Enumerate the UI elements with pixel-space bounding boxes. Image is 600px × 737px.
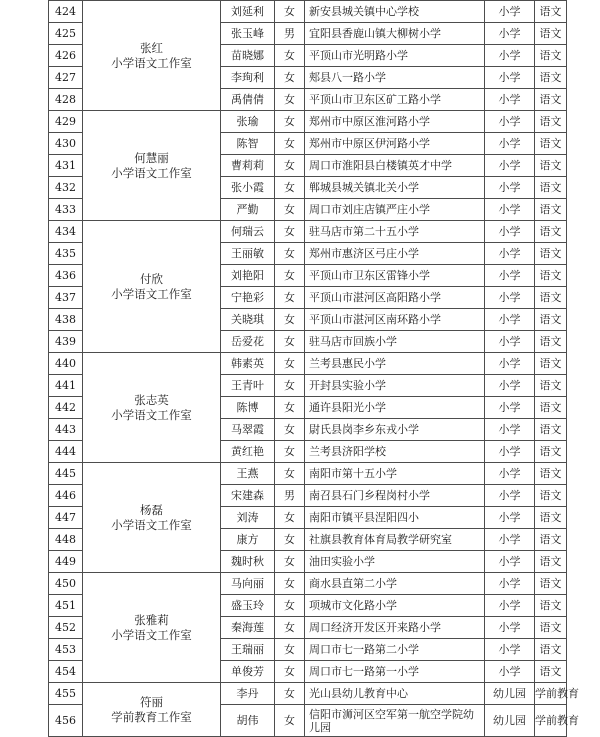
member-name: 曹莉莉 — [221, 155, 275, 177]
studio-leader: 张红 — [140, 40, 163, 55]
member-gender: 女 — [275, 507, 305, 529]
member-school: 油田实验小学 — [305, 551, 485, 573]
member-school: 郑州市中原区伊河路小学 — [305, 133, 485, 155]
row-number: 429 — [49, 111, 83, 133]
member-school: 尉氏县岗李乡东戎小学 — [305, 419, 485, 441]
row-number: 426 — [49, 45, 83, 67]
member-name: 严勤 — [221, 199, 275, 221]
member-name: 刘延利 — [221, 1, 275, 23]
member-school: 周口市刘庄店镇严庄小学 — [305, 199, 485, 221]
member-gender: 女 — [275, 397, 305, 419]
member-school: 周口市七一路第一小学 — [305, 661, 485, 683]
member-level: 小学 — [485, 529, 535, 551]
member-name: 苗晓娜 — [221, 45, 275, 67]
member-subject: 语文 — [535, 221, 567, 243]
member-gender: 女 — [275, 1, 305, 23]
member-school: 社旗县教育体育局教学研究室 — [305, 529, 485, 551]
member-subject: 语文 — [535, 155, 567, 177]
member-gender: 女 — [275, 375, 305, 397]
member-level: 小学 — [485, 1, 535, 23]
member-name: 何瑞云 — [221, 221, 275, 243]
row-number: 448 — [49, 529, 83, 551]
member-gender: 女 — [275, 661, 305, 683]
member-name: 王青叶 — [221, 375, 275, 397]
studio-group-cell — [83, 683, 221, 737]
member-subject: 语文 — [535, 199, 567, 221]
member-name: 秦海莲 — [221, 617, 275, 639]
member-level: 小学 — [485, 199, 535, 221]
member-school: 郏县八一路小学 — [305, 67, 485, 89]
member-name: 黄红艳 — [221, 441, 275, 463]
member-level: 小学 — [485, 221, 535, 243]
member-gender: 女 — [275, 683, 305, 705]
member-subject: 语文 — [535, 529, 567, 551]
member-subject: 语文 — [535, 331, 567, 353]
roster-table — [48, 0, 579, 737]
member-name: 李丹 — [221, 683, 275, 705]
row-number: 430 — [49, 133, 83, 155]
member-subject: 语文 — [535, 287, 567, 309]
member-school: 商水县直第二小学 — [305, 573, 485, 595]
row-number: 439 — [49, 331, 83, 353]
member-level: 小学 — [485, 155, 535, 177]
member-gender: 女 — [275, 243, 305, 265]
member-level: 小学 — [485, 573, 535, 595]
member-level: 小学 — [485, 551, 535, 573]
member-gender: 女 — [275, 551, 305, 573]
row-number: 437 — [49, 287, 83, 309]
studio-leader: 杨磊 — [140, 502, 163, 517]
member-gender: 女 — [275, 177, 305, 199]
table-row — [49, 353, 567, 375]
member-school: 周口市淮阳县白楼镇英才中学 — [305, 155, 485, 177]
row-number: 433 — [49, 199, 83, 221]
member-gender: 女 — [275, 287, 305, 309]
member-gender: 男 — [275, 23, 305, 45]
member-level: 幼儿园 — [485, 683, 535, 705]
document-sheet — [48, 0, 579, 737]
member-gender: 女 — [275, 639, 305, 661]
member-level: 小学 — [485, 397, 535, 419]
studio-leader: 符丽 — [140, 694, 163, 709]
table-row — [49, 573, 567, 595]
member-name: 宁艳彩 — [221, 287, 275, 309]
member-subject: 语文 — [535, 375, 567, 397]
member-school: 平顶山市湛河区南环路小学 — [305, 309, 485, 331]
member-name: 韩素英 — [221, 353, 275, 375]
member-gender: 女 — [275, 221, 305, 243]
row-number: 446 — [49, 485, 83, 507]
row-number: 442 — [49, 397, 83, 419]
member-school: 周口市七一路第二小学 — [305, 639, 485, 661]
studio-name: 小学语文工作室 — [111, 627, 192, 642]
member-school: 项城市文化路小学 — [305, 595, 485, 617]
member-subject: 语文 — [535, 573, 567, 595]
member-name: 单俊芳 — [221, 661, 275, 683]
member-school: 新安县城关镇中心学校 — [305, 1, 485, 23]
member-subject: 语文 — [535, 265, 567, 287]
member-subject: 语文 — [535, 661, 567, 683]
member-name: 禹倩倩 — [221, 89, 275, 111]
member-name: 刘艳阳 — [221, 265, 275, 287]
member-school: 兰考县济阳学校 — [305, 441, 485, 463]
studio-group-cell — [83, 463, 221, 573]
member-gender: 女 — [275, 155, 305, 177]
member-level: 小学 — [485, 441, 535, 463]
member-school: 郸城县城关镇北关小学 — [305, 177, 485, 199]
member-subject: 学前教育 — [535, 705, 567, 737]
member-gender: 女 — [275, 705, 305, 737]
member-school: 平顶山市卫东区矿工路小学 — [305, 89, 485, 111]
table-row — [49, 683, 567, 705]
member-gender: 女 — [275, 89, 305, 111]
member-subject: 语文 — [535, 67, 567, 89]
member-subject: 语文 — [535, 595, 567, 617]
row-number: 424 — [49, 1, 83, 23]
member-level: 小学 — [485, 111, 535, 133]
member-name: 岳爱花 — [221, 331, 275, 353]
member-subject: 语文 — [535, 397, 567, 419]
member-subject: 语文 — [535, 617, 567, 639]
member-subject: 语文 — [535, 353, 567, 375]
member-school: 平顶山市卫东区雷锋小学 — [305, 265, 485, 287]
studio-name: 学前教育工作室 — [111, 709, 192, 724]
member-level: 小学 — [485, 243, 535, 265]
member-level: 小学 — [485, 89, 535, 111]
member-level: 小学 — [485, 23, 535, 45]
member-school: 周口经济开发区开来路小学 — [305, 617, 485, 639]
member-subject: 语文 — [535, 23, 567, 45]
row-number: 451 — [49, 595, 83, 617]
row-number: 425 — [49, 23, 83, 45]
member-level: 小学 — [485, 375, 535, 397]
member-level: 小学 — [485, 639, 535, 661]
member-name: 胡伟 — [221, 705, 275, 737]
member-gender: 女 — [275, 309, 305, 331]
studio-leader: 何慧丽 — [134, 150, 169, 165]
member-gender: 女 — [275, 133, 305, 155]
member-name: 张玉峰 — [221, 23, 275, 45]
row-number: 432 — [49, 177, 83, 199]
member-level: 小学 — [485, 45, 535, 67]
studio-group-cell — [83, 353, 221, 463]
member-school: 郑州市中原区淮河路小学 — [305, 111, 485, 133]
member-subject: 语文 — [535, 89, 567, 111]
row-number: 427 — [49, 67, 83, 89]
member-gender: 女 — [275, 617, 305, 639]
studio-leader: 张志英 — [134, 392, 169, 407]
member-school: 南阳市镇平县涅阳四小 — [305, 507, 485, 529]
member-subject: 语文 — [535, 45, 567, 67]
member-school: 驻马店市回族小学 — [305, 331, 485, 353]
member-name: 张小霞 — [221, 177, 275, 199]
member-school: 通许县阳光小学 — [305, 397, 485, 419]
member-name: 魏时秋 — [221, 551, 275, 573]
member-gender: 女 — [275, 331, 305, 353]
row-number: 449 — [49, 551, 83, 573]
member-level: 小学 — [485, 617, 535, 639]
studio-name: 小学语文工作室 — [111, 55, 192, 70]
studio-group-cell — [83, 1, 221, 111]
member-gender: 女 — [275, 45, 305, 67]
member-subject: 语文 — [535, 485, 567, 507]
studio-name: 小学语文工作室 — [111, 407, 192, 422]
member-name: 王瑞丽 — [221, 639, 275, 661]
row-number: 454 — [49, 661, 83, 683]
member-name: 康方 — [221, 529, 275, 551]
table-row — [49, 1, 567, 23]
member-school: 郑州市惠济区弓庄小学 — [305, 243, 485, 265]
member-gender: 女 — [275, 529, 305, 551]
member-gender: 女 — [275, 463, 305, 485]
member-name: 马向丽 — [221, 573, 275, 595]
member-school: 宜阳县香鹿山镇大柳树小学 — [305, 23, 485, 45]
member-school: 开封县实验小学 — [305, 375, 485, 397]
member-level: 小学 — [485, 419, 535, 441]
studio-name: 小学语文工作室 — [111, 165, 192, 180]
row-number: 445 — [49, 463, 83, 485]
studio-group-cell — [83, 111, 221, 221]
member-name: 盛玉玲 — [221, 595, 275, 617]
member-name: 陈智 — [221, 133, 275, 155]
row-number: 435 — [49, 243, 83, 265]
row-number: 441 — [49, 375, 83, 397]
member-gender: 女 — [275, 111, 305, 133]
member-level: 小学 — [485, 67, 535, 89]
row-number: 443 — [49, 419, 83, 441]
member-gender: 女 — [275, 441, 305, 463]
member-school: 平顶山市湛河区高阳路小学 — [305, 287, 485, 309]
roster-body — [49, 1, 579, 737]
member-level: 小学 — [485, 287, 535, 309]
row-number: 431 — [49, 155, 83, 177]
member-subject: 语文 — [535, 551, 567, 573]
member-gender: 女 — [275, 199, 305, 221]
row-number: 434 — [49, 221, 83, 243]
member-school: 平顶山市光明路小学 — [305, 45, 485, 67]
member-gender: 女 — [275, 353, 305, 375]
member-name: 王燕 — [221, 463, 275, 485]
member-level: 小学 — [485, 485, 535, 507]
member-subject: 语文 — [535, 243, 567, 265]
row-number: 453 — [49, 639, 83, 661]
member-subject: 语文 — [535, 441, 567, 463]
member-gender: 女 — [275, 265, 305, 287]
member-school: 驻马店市第二十五小学 — [305, 221, 485, 243]
member-name: 宋建森 — [221, 485, 275, 507]
member-name: 王丽敏 — [221, 243, 275, 265]
row-number: 455 — [49, 683, 83, 705]
member-level: 小学 — [485, 133, 535, 155]
member-school: 南召县石门乡程岗村小学 — [305, 485, 485, 507]
member-school: 信阳市浉河区空军第一航空学院幼儿园 — [305, 705, 485, 737]
member-name: 刘涛 — [221, 507, 275, 529]
member-name: 马翠霞 — [221, 419, 275, 441]
studio-leader: 付欣 — [140, 271, 163, 286]
studio-leader: 张雅莉 — [134, 612, 169, 627]
member-name: 陈博 — [221, 397, 275, 419]
member-gender: 女 — [275, 67, 305, 89]
member-subject: 学前教育 — [535, 683, 567, 705]
member-subject: 语文 — [535, 111, 567, 133]
member-subject: 语文 — [535, 177, 567, 199]
row-number: 444 — [49, 441, 83, 463]
member-subject: 语文 — [535, 133, 567, 155]
member-subject: 语文 — [535, 309, 567, 331]
member-level: 小学 — [485, 177, 535, 199]
member-level: 小学 — [485, 463, 535, 485]
member-level: 小学 — [485, 507, 535, 529]
member-name: 李珣利 — [221, 67, 275, 89]
member-name: 张瑜 — [221, 111, 275, 133]
member-subject: 语文 — [535, 1, 567, 23]
row-number: 450 — [49, 573, 83, 595]
member-level: 小学 — [485, 353, 535, 375]
member-level: 小学 — [485, 265, 535, 287]
member-gender: 女 — [275, 573, 305, 595]
member-level: 小学 — [485, 595, 535, 617]
row-number: 440 — [49, 353, 83, 375]
studio-name: 小学语文工作室 — [111, 517, 192, 532]
member-school: 南阳市第十五小学 — [305, 463, 485, 485]
member-subject: 语文 — [535, 419, 567, 441]
row-number: 452 — [49, 617, 83, 639]
row-number: 428 — [49, 89, 83, 111]
row-number: 438 — [49, 309, 83, 331]
row-number: 436 — [49, 265, 83, 287]
member-gender: 女 — [275, 419, 305, 441]
table-row — [49, 111, 567, 133]
member-school: 兰考县惠民小学 — [305, 353, 485, 375]
member-subject: 语文 — [535, 463, 567, 485]
table-row — [49, 221, 567, 243]
studio-group-cell — [83, 573, 221, 683]
member-level: 幼儿园 — [485, 705, 535, 737]
row-number: 456 — [49, 705, 83, 737]
member-gender: 男 — [275, 485, 305, 507]
member-gender: 女 — [275, 595, 305, 617]
table-row — [49, 463, 567, 485]
row-number: 447 — [49, 507, 83, 529]
member-subject: 语文 — [535, 507, 567, 529]
studio-group-cell — [83, 221, 221, 353]
member-level: 小学 — [485, 309, 535, 331]
member-school: 光山县幼儿教育中心 — [305, 683, 485, 705]
studio-name: 小学语文工作室 — [111, 286, 192, 301]
member-name: 关晓琪 — [221, 309, 275, 331]
member-subject: 语文 — [535, 639, 567, 661]
member-level: 小学 — [485, 331, 535, 353]
member-level: 小学 — [485, 661, 535, 683]
